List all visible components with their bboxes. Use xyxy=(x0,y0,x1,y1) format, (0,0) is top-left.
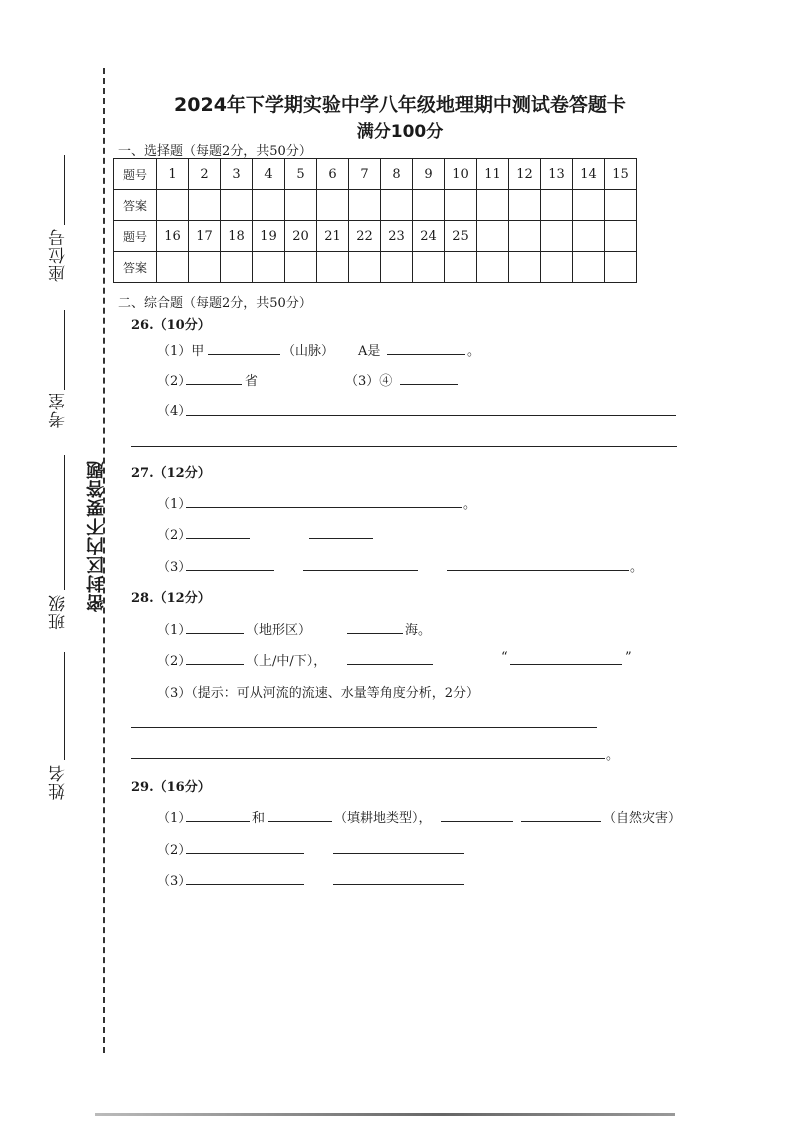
q28-p1-label: （1） xyxy=(157,623,192,638)
answer-header: 答案 xyxy=(114,190,157,221)
q26-p3-blank[interactable] xyxy=(400,384,458,385)
qnum-cell: 1 xyxy=(157,159,189,190)
q29-p1-blank-1[interactable] xyxy=(186,821,250,822)
answer-cell[interactable] xyxy=(605,252,637,283)
answer-cell[interactable] xyxy=(445,190,477,221)
q28-p1-landform: （地形区） xyxy=(246,623,312,638)
q28-p3-blank-2[interactable] xyxy=(131,758,605,759)
name-field[interactable] xyxy=(64,652,65,760)
q28-p3-hint: （3）（提示：可从河流的流速、水量等角度分析，2分） xyxy=(157,686,480,701)
qnum-cell xyxy=(605,221,637,252)
q27-p2-blank-2[interactable] xyxy=(309,538,373,539)
answer-cell[interactable] xyxy=(221,190,253,221)
q29-p1-blank-2[interactable] xyxy=(268,821,332,822)
answer-cell[interactable] xyxy=(477,190,509,221)
q28-p2-open-quote: “ xyxy=(501,650,508,665)
qnum-cell: 7 xyxy=(349,159,381,190)
answer-cell[interactable] xyxy=(573,190,605,221)
q29-p3-blank-1[interactable] xyxy=(186,884,304,885)
scan-edge-mark xyxy=(95,1113,675,1116)
qnum-cell: 15 xyxy=(605,159,637,190)
qnum-cell: 11 xyxy=(477,159,509,190)
q28-p2-reach: （上/中/下）， xyxy=(246,654,327,669)
class-field[interactable] xyxy=(64,455,65,590)
q28-p2-label: （2） xyxy=(157,654,192,669)
answer-cell[interactable] xyxy=(413,190,445,221)
qnum-cell: 19 xyxy=(253,221,285,252)
qnum-cell: 5 xyxy=(285,159,317,190)
answer-cell[interactable] xyxy=(381,252,413,283)
q29-p1-landtype: （填耕地类型）， xyxy=(334,811,432,826)
q26-p3-label: （3）④ xyxy=(345,374,393,389)
answer-grid xyxy=(113,158,637,283)
qnum-cell: 21 xyxy=(317,221,349,252)
page-title: 2024年下学期实验中学八年级地理期中测试卷答题卡 xyxy=(174,94,626,116)
q29-title: 29.（16分） xyxy=(131,780,211,795)
room-label: 考室 xyxy=(49,392,69,428)
answer-cell[interactable] xyxy=(541,190,573,221)
answer-cell[interactable] xyxy=(221,252,253,283)
seat-field[interactable] xyxy=(64,155,65,225)
answer-cell[interactable] xyxy=(381,190,413,221)
q28-p3-blank-1[interactable] xyxy=(131,727,597,728)
answer-cell[interactable] xyxy=(349,190,381,221)
section1-heading: 一、选择题（每题2分，共50分） xyxy=(118,144,312,159)
qnum-cell: 16 xyxy=(157,221,189,252)
q26-p2-label: （2） xyxy=(157,374,192,389)
qnum-cell xyxy=(509,221,541,252)
class-label: 班级 xyxy=(49,594,69,630)
q28-p1-blank-2[interactable] xyxy=(347,633,403,634)
q27-p3-label: （3） xyxy=(157,560,192,575)
q29-p2-blank-1[interactable] xyxy=(186,853,304,854)
qnum-cell: 6 xyxy=(317,159,349,190)
qnum-cell: 23 xyxy=(381,221,413,252)
q28-p2-blank-3[interactable] xyxy=(510,664,622,665)
seat-label: 座位号 xyxy=(49,228,69,282)
q29-p1-disaster: （自然灾害） xyxy=(603,811,682,826)
qnum-cell: 2 xyxy=(189,159,221,190)
q26-p1-mountain: （山脉） xyxy=(282,344,335,359)
answer-cell[interactable] xyxy=(509,190,541,221)
q29-p1-label: （1） xyxy=(157,811,192,826)
q27-p1-blank[interactable] xyxy=(186,507,462,508)
table-row xyxy=(114,252,637,283)
q26-p4-blank-2[interactable] xyxy=(131,446,677,447)
qnum-cell: 20 xyxy=(285,221,317,252)
q28-p2-close-quote: ” xyxy=(625,650,632,665)
q27-title: 27.（12分） xyxy=(131,466,211,481)
q28-p2-blank-2[interactable] xyxy=(347,664,433,665)
table-row xyxy=(114,159,637,190)
answer-cell[interactable] xyxy=(445,252,477,283)
q27-p3-end: 。 xyxy=(630,560,644,575)
answer-cell[interactable] xyxy=(413,252,445,283)
q29-p3-blank-2[interactable] xyxy=(333,884,464,885)
q26-p2-province: 省 xyxy=(245,374,259,389)
qnum-cell: 17 xyxy=(189,221,221,252)
qnum-cell: 3 xyxy=(221,159,253,190)
name-label: 姓名 xyxy=(49,764,69,800)
q27-p3-blank-3[interactable] xyxy=(447,570,629,571)
answer-cell[interactable] xyxy=(253,190,285,221)
section2-heading: 二、综合题（每题2分，共50分） xyxy=(118,296,312,311)
q26-p4-label: （4） xyxy=(157,404,192,419)
q27-p1-label: （1） xyxy=(157,497,192,512)
q28-p1-blank-1[interactable] xyxy=(186,633,244,634)
seal-notice: 密封区内不要答题 xyxy=(86,460,107,612)
qnum-cell: 8 xyxy=(381,159,413,190)
q28-title: 28.（12分） xyxy=(131,591,211,606)
q27-p2-blank-1[interactable] xyxy=(186,538,250,539)
q28-p1-sea: 海。 xyxy=(405,623,432,638)
q26-p1-end: 。 xyxy=(467,344,481,359)
qnum-cell: 22 xyxy=(349,221,381,252)
q29-p1-blank-3[interactable] xyxy=(441,821,513,822)
answer-cell[interactable] xyxy=(509,252,541,283)
qnum-cell xyxy=(477,221,509,252)
qnum-cell: 25 xyxy=(445,221,477,252)
q27-p3-blank-1[interactable] xyxy=(186,570,274,571)
page-subtitle: 满分100分 xyxy=(356,122,444,142)
q29-p2-blank-2[interactable] xyxy=(333,853,464,854)
q29-p3-label: （3） xyxy=(157,874,192,889)
q29-p1-and: 和 xyxy=(252,811,266,826)
answer-cell[interactable] xyxy=(573,252,605,283)
q26-p1-label: （1）甲 xyxy=(157,344,205,359)
q26-title: 26.（10分） xyxy=(131,318,211,333)
q27-p1-end: 。 xyxy=(463,497,477,512)
q28-p2-blank-1[interactable] xyxy=(186,664,244,665)
answer-cell[interactable] xyxy=(157,252,189,283)
qnum-cell: 24 xyxy=(413,221,445,252)
qnum-cell: 18 xyxy=(221,221,253,252)
answer-header: 答案 xyxy=(114,252,157,283)
answer-cell[interactable] xyxy=(253,252,285,283)
answer-cell[interactable] xyxy=(349,252,381,283)
answer-cell[interactable] xyxy=(317,252,349,283)
answer-cell[interactable] xyxy=(605,190,637,221)
table-row xyxy=(114,190,637,221)
qnum-cell: 10 xyxy=(445,159,477,190)
table-row xyxy=(114,221,637,252)
q27-p2-label: （2） xyxy=(157,528,192,543)
qnum-header: 题号 xyxy=(114,221,157,252)
answer-cell[interactable] xyxy=(541,252,573,283)
answer-cell[interactable] xyxy=(189,190,221,221)
answer-cell[interactable] xyxy=(285,190,317,221)
q26-p1-a-blank[interactable] xyxy=(387,354,465,355)
qnum-cell xyxy=(541,221,573,252)
answer-cell[interactable] xyxy=(477,252,509,283)
qnum-cell: 13 xyxy=(541,159,573,190)
q28-p3-end: 。 xyxy=(606,748,620,763)
q27-p3-blank-2[interactable] xyxy=(303,570,418,571)
answer-cell[interactable] xyxy=(157,190,189,221)
qnum-cell xyxy=(573,221,605,252)
qnum-cell: 12 xyxy=(509,159,541,190)
room-field[interactable] xyxy=(64,310,65,390)
qnum-cell: 4 xyxy=(253,159,285,190)
q26-p4-blank[interactable] xyxy=(186,415,676,416)
qnum-header: 题号 xyxy=(114,159,157,190)
answer-cell[interactable] xyxy=(285,252,317,283)
q26-p1-blank[interactable] xyxy=(208,354,280,355)
q26-p2-blank[interactable] xyxy=(186,384,242,385)
q29-p2-label: （2） xyxy=(157,843,192,858)
qnum-cell: 14 xyxy=(573,159,605,190)
q29-p1-blank-4[interactable] xyxy=(521,821,601,822)
q26-p1-a-label: A是 xyxy=(358,344,381,359)
answer-cell[interactable] xyxy=(317,190,349,221)
answer-cell[interactable] xyxy=(189,252,221,283)
qnum-cell: 9 xyxy=(413,159,445,190)
